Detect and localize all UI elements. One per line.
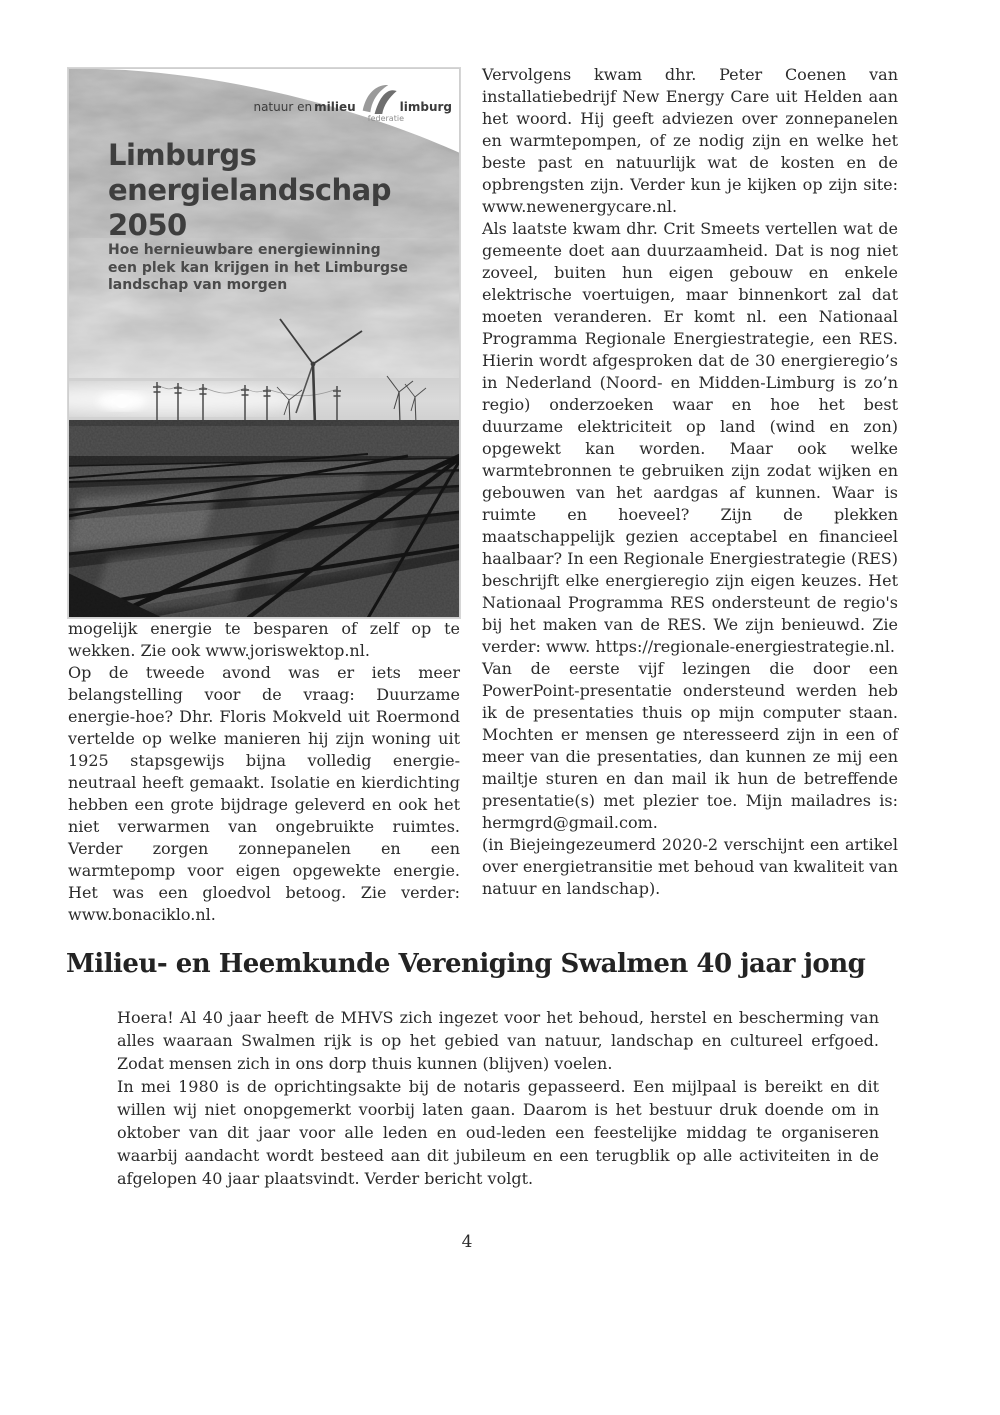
logo-natuur-en: natuur en [253,100,313,114]
poster-subtitle-line-2: een plek kan krijgen in het Limburgse [108,259,408,276]
page-number: 4 [461,1232,473,1252]
right-paragraph-2: Als laatste kwam dhr. Crit Smeets vertellen wat de gemeente doet aan duurzaamheid. Dat is nog niet zoveel, buiten hun eigen gebouw en enkele elektrische voertuigen, maar binnenkort zal dat moeten veranderen. Er komt nl. een Nationaal Programma Regionale Energiestrategie, een RES. Hierin wordt afgesproken dat de 30 energieregio’s in Nederland (Noord- en Midden-Limburg is zo’n regio) onderzoeken waar en hoe het best duurzame elektriciteit op land (wind en zon) opgewekt kan worden. Maar ook welke warmtebronnen te gebruiken zijn zodat wijken en gebouwen van het aardgas af kunnen. Waar is ruimte en hoeveel? Zijn de plekken maatschappelijk gezien acceptabel en financieel haalbaar? In een Regionale Energiestrategie (RES) beschrijft elke energieregio zijn eigen keuzes. Het Nationaal Programma RES ondersteunt de regio's bij het maken van de RES. We zijn benieuwd. Zie verder: www. https://regionale-energiestrategie.nl. [482,219,898,656]
sun [115,394,129,408]
poster-title [108,138,391,243]
poster-title-line-1: Limburgs [108,138,257,172]
poster-logo [253,80,452,123]
bird-logo-icon [358,80,398,114]
left-column-continuation: mogelijk energie te besparen of zelf op te wekken. Zie ook www.joriswektop.nl. [68,619,460,660]
right-paragraph-1: Vervolgens kwam dhr. Peter Coenen van installatiebedrijf New Energy Care uit Helden aan het woord. Hij geeft adviezen over zonnepanelen en warmtepompen, of ze nodig zijn en welke het beste past en natuurlijk wat de kosten en de opbrengsten zijn. Verder kun je kijken op zijn site: www.newenergycare.nl. [482,65,898,216]
right-paragraph-3: Van de eerste vijf lezingen die door een PowerPoint-presentatie ondersteund werden heb ik de presentaties thuis op mijn computer staan. Mochten er mensen ge nteresseerd zijn in een of meer van die presentaties, dan kunnen ze mij een mailtje sturen en dan mail ik hun de betreffende presentatie(s) met plezier toe. Mijn mailadres is: hermgrd@gmail.com. [482,659,898,832]
section-paragraph-2: In mei 1980 is de oprichtingsakte bij de notaris gepasseerd. Een mijlpaal is bereikt en dit willen wij niet onopgemerkt voorbij laten gaan. Daarom is het bestuur druk doende om in oktober van dit jaar voor alle leden en oud-leden een feestelijke middag te organiseren waarbij aandacht wordt besteed aan dit jubileum en een terugblik op alle activiteiten in de afgelopen 40 jaar plaatsvindt. Verder bericht volgt. [117,1077,879,1188]
poster-title-line-2: energielandschap [108,173,391,207]
poster-subtitle-line-1: Hoe hernieuwbare energiewinning [108,242,381,258]
poster-subtitle [108,242,408,295]
poster-image [68,68,460,618]
poster-subtitle-line-3: landschap van morgen [108,277,288,293]
left-column-paragraph: Op de tweede avond was er iets meer belangstelling voor de vraag: Duurzame energie-hoe? Dhr. Floris Mokveld uit Roermond vertelde op welke manieren hij zijn woning uit 1925 stapsgewijs bijna volledig energie-neutraal heeft gemaakt. Isolatie en kierdichting hebben een grote bijdrage geleverd en ook het niet verwarmen van ongebruikte ruimtes. Verder zorgen zonnepanelen en een warmtepomp voor eigen opgewekte energie. Het was een gloedvol betoog. Zie verder: www.bonaciklo.nl. [68,663,460,924]
section-body [117,1006,879,1190]
section-heading: Milieu- en Heemkunde Vereniging Swalmen 40 jaar jong [66,949,866,979]
logo-text-row [253,80,452,113]
logo-milieu: milieu [314,100,356,114]
right-paragraph-4: (in Biejeingezeumerd 2020-2 verschijnt een artikel over energietransitie met behoud van kwaliteit van natuur en landschap). [482,835,898,898]
section-paragraph-1: Hoera! Al 40 jaar heeft de MHVS zich ingezet voor het behoud, herstel en bescherming van alles waaraan Swalmen rijk is op het gebied van natuur, landschap en cultureel erfgoed. Zodat mensen zich in ons dorp thuis kunnen (blijven) voelen. [117,1008,879,1073]
poster-title-line-3: 2050 [108,208,187,242]
left-column [68,68,460,926]
logo-federatie: federatie [367,114,404,123]
right-column [482,64,898,900]
solar-panel-field [68,454,460,618]
logo-limburg: limburg [399,100,452,114]
